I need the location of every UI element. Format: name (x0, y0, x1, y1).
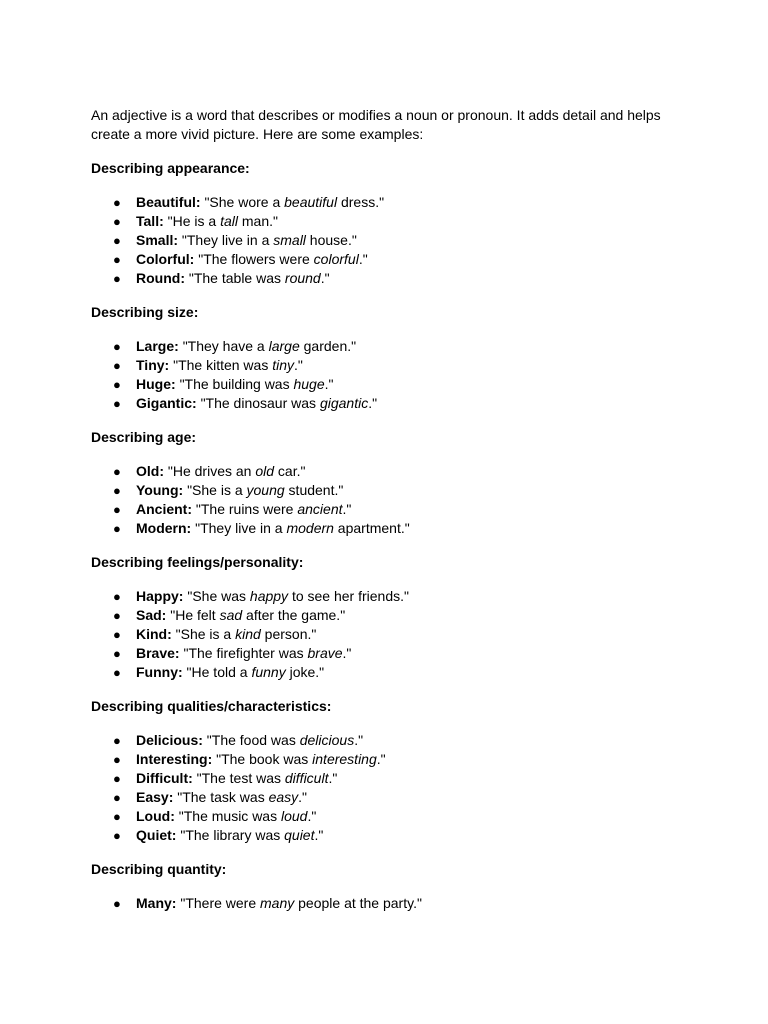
adjective-term: Kind: (136, 626, 172, 642)
sentence-end: ." (376, 751, 386, 767)
list-item (91, 644, 691, 663)
sentence-end: joke." (285, 664, 325, 680)
example-sentence (198, 251, 367, 267)
bullet-icon: ● (113, 752, 121, 767)
list-item (91, 193, 691, 212)
list-item (91, 894, 691, 913)
section-heading: Describing age: (91, 429, 197, 445)
adjective-term: Round: (136, 270, 185, 286)
example-sentence (187, 588, 409, 604)
list-item (91, 769, 691, 788)
section-heading: Describing quantity: (91, 861, 227, 877)
example-sentence (180, 827, 323, 843)
sentence-end: ." (368, 395, 378, 411)
sentence-end: ." (294, 357, 303, 373)
adjective-highlight: tall (220, 213, 238, 229)
example-list (91, 462, 691, 538)
adjective-highlight: quiet (284, 827, 315, 843)
adjective-term: Ancient: (136, 501, 192, 517)
list-item (91, 462, 691, 481)
list-item (91, 375, 691, 394)
example-sentence (201, 395, 378, 411)
bullet-icon: ● (113, 589, 121, 604)
example-sentence (180, 895, 422, 911)
sentence-start: "He is a (167, 213, 221, 229)
bullet-icon: ● (113, 271, 121, 286)
sentence-start: "She is a (187, 482, 247, 498)
sentence-end: house." (305, 232, 357, 248)
adjective-highlight: interesting (312, 751, 377, 767)
sentence-start: "The test was (196, 770, 285, 786)
sentence-end: ." (298, 789, 308, 805)
adjective-term: Tiny: (136, 357, 170, 373)
example-sentence (187, 482, 343, 498)
sentence-end: ." (358, 251, 368, 267)
adjective-term: Quiet: (136, 827, 177, 843)
adjective-highlight: happy (249, 588, 289, 604)
adjective-term: Old: (136, 463, 164, 479)
list-item (91, 481, 691, 500)
bullet-icon: ● (113, 214, 121, 229)
adjective-highlight: delicious (299, 732, 355, 748)
bullet-icon: ● (113, 828, 121, 843)
adjective-term: Easy: (136, 789, 174, 805)
example-sentence (180, 376, 334, 392)
list-item (91, 587, 691, 606)
example-sentence (168, 213, 278, 229)
bullet-icon: ● (113, 521, 121, 536)
sentence-start: "She wore a (204, 194, 285, 210)
adjective-term: Loud: (136, 808, 175, 824)
sentence-start: "The table was (188, 270, 285, 286)
list-item (91, 826, 691, 845)
adjective-term: Colorful: (136, 251, 195, 267)
example-sentence (168, 463, 306, 479)
sentence-start: "The task was (177, 789, 269, 805)
bullet-icon: ● (113, 483, 121, 498)
sentence-end: person." (260, 626, 317, 642)
bullet-icon: ● (113, 195, 121, 210)
sentence-end: ." (354, 732, 364, 748)
bullet-icon: ● (113, 809, 121, 824)
adjective-highlight: funny (251, 664, 286, 680)
adjective-term: Interesting: (136, 751, 213, 767)
sentence-start: "He told a (186, 664, 252, 680)
sentence-start: "The library was (180, 827, 285, 843)
adjective-highlight: large (268, 338, 300, 354)
sentence-end: ." (307, 808, 317, 824)
sentence-start: "The firefighter was (183, 645, 308, 661)
sentence-start: "There were (180, 895, 261, 911)
example-sentence (179, 808, 317, 824)
bullet-icon: ● (113, 377, 121, 392)
sentence-start: "The flowers were (198, 251, 314, 267)
bullet-icon: ● (113, 608, 121, 623)
bullet-icon: ● (113, 464, 121, 479)
example-sentence (177, 789, 307, 805)
bullet-icon: ● (113, 396, 121, 411)
sentence-end: apartment." (333, 520, 410, 536)
example-list (91, 337, 691, 413)
adjective-highlight: modern (286, 520, 334, 536)
example-sentence (196, 501, 351, 517)
bullet-icon: ● (113, 771, 121, 786)
sentence-end: student." (284, 482, 344, 498)
bullet-icon: ● (113, 896, 121, 911)
sentence-end: dress." (337, 194, 385, 210)
adjective-highlight: young (246, 482, 285, 498)
adjective-term: Young: (136, 482, 184, 498)
sentence-start: "The building was (179, 376, 294, 392)
bullet-icon: ● (113, 252, 121, 267)
adjective-highlight: colorful (313, 251, 359, 267)
list-item (91, 337, 691, 356)
adjective-term: Modern: (136, 520, 192, 536)
sentence-end: ." (324, 376, 334, 392)
sentence-start: "The music was (178, 808, 281, 824)
intro-paragraph: An adjective is a word that describes or modifies a noun or pronoun. It adds detail and helps create a more vivid picture. Here are some examples: (91, 107, 661, 142)
example-list (91, 193, 691, 288)
adjective-highlight: difficult (284, 770, 329, 786)
list-item (91, 606, 691, 625)
sentence-start: "The dinosaur was (200, 395, 320, 411)
section-heading: Describing feelings/personality: (91, 554, 304, 570)
adjective-highlight: kind (235, 626, 261, 642)
sentence-end: ." (342, 501, 352, 517)
bullet-icon: ● (113, 790, 121, 805)
example-sentence (182, 232, 357, 248)
example-sentence (170, 607, 345, 623)
sentence-start: "The food was (206, 732, 300, 748)
sentence-end: ." (328, 770, 338, 786)
bullet-icon: ● (113, 627, 121, 642)
list-item (91, 500, 691, 519)
bullet-icon: ● (113, 733, 121, 748)
adjective-term: Delicious: (136, 732, 203, 748)
example-sentence (189, 270, 330, 286)
list-item (91, 807, 691, 826)
adjective-term: Tall: (136, 213, 164, 229)
adjective-highlight: brave (307, 645, 343, 661)
example-list (91, 587, 691, 682)
adjective-term: Beautiful: (136, 194, 201, 210)
list-item (91, 788, 691, 807)
adjective-highlight: gigantic (319, 395, 369, 411)
adjective-highlight: loud (280, 808, 308, 824)
example-sentence (183, 338, 356, 354)
example-sentence (176, 626, 317, 642)
adjective-highlight: beautiful (284, 194, 338, 210)
list-item (91, 663, 691, 682)
example-sentence (183, 645, 351, 661)
adjective-highlight: many (260, 895, 295, 911)
section-heading: Describing size: (91, 304, 199, 320)
list-item (91, 356, 691, 375)
example-sentence (197, 770, 338, 786)
sentence-start: "They have a (182, 338, 269, 354)
adjective-highlight: ancient (297, 501, 343, 517)
list-item (91, 625, 691, 644)
section-heading: Describing appearance: (91, 160, 250, 176)
bullet-icon: ● (113, 665, 121, 680)
adjective-highlight: easy (268, 789, 299, 805)
list-item (91, 269, 691, 288)
adjective-term: Huge: (136, 376, 176, 392)
adjective-term: Difficult: (136, 770, 193, 786)
sentence-end: to see her friends." (288, 588, 409, 604)
example-sentence (173, 357, 303, 373)
adjective-term: Large: (136, 338, 179, 354)
sentence-start: "He drives an (167, 463, 256, 479)
sentence-start: "They live in a (195, 520, 287, 536)
sentence-end: people at the party." (294, 895, 422, 911)
bullet-icon: ● (113, 646, 121, 661)
adjective-highlight: old (255, 463, 275, 479)
adjective-term: Brave: (136, 645, 180, 661)
example-sentence (216, 751, 385, 767)
bullet-icon: ● (113, 502, 121, 517)
list-item (91, 750, 691, 769)
adjective-term: Happy: (136, 588, 184, 604)
list-item (91, 231, 691, 250)
list-item (91, 731, 691, 750)
adjective-term: Many: (136, 895, 177, 911)
adjective-highlight: round (284, 270, 321, 286)
example-sentence (204, 194, 384, 210)
sections-container (91, 159, 691, 913)
adjective-term: Gigantic: (136, 395, 197, 411)
adjective-term: Funny: (136, 664, 183, 680)
adjective-highlight: tiny (272, 357, 295, 373)
list-item (91, 394, 691, 413)
sentence-start: "She was (187, 588, 250, 604)
adjective-term: Sad: (136, 607, 167, 623)
sentence-end: ." (320, 270, 330, 286)
bullet-icon: ● (113, 233, 121, 248)
section-heading: Describing qualities/characteristics: (91, 698, 332, 714)
adjective-term: Small: (136, 232, 179, 248)
sentence-start: "They live in a (181, 232, 274, 248)
sentence-end: garden." (299, 338, 357, 354)
list-item (91, 212, 691, 231)
bullet-icon: ● (113, 339, 121, 354)
example-sentence (187, 664, 325, 680)
document-body (91, 106, 691, 913)
example-sentence (195, 520, 410, 536)
sentence-end: after the game." (242, 607, 346, 623)
sentence-start: "He felt (170, 607, 220, 623)
adjective-highlight: sad (219, 607, 243, 623)
list-item (91, 250, 691, 269)
sentence-end: ." (314, 827, 324, 843)
sentence-start: "The book was (216, 751, 313, 767)
adjective-highlight: huge (293, 376, 325, 392)
sentence-end: man." (237, 213, 278, 229)
bullet-icon: ● (113, 358, 121, 373)
example-sentence (207, 732, 363, 748)
sentence-start: "The kitten was (173, 357, 273, 373)
sentence-end: ." (342, 645, 352, 661)
sentence-start: "She is a (175, 626, 236, 642)
example-list (91, 894, 691, 913)
adjective-highlight: small (273, 232, 306, 248)
list-item (91, 519, 691, 538)
sentence-end: car." (274, 463, 306, 479)
sentence-start: "The ruins were (195, 501, 298, 517)
example-list (91, 731, 691, 845)
